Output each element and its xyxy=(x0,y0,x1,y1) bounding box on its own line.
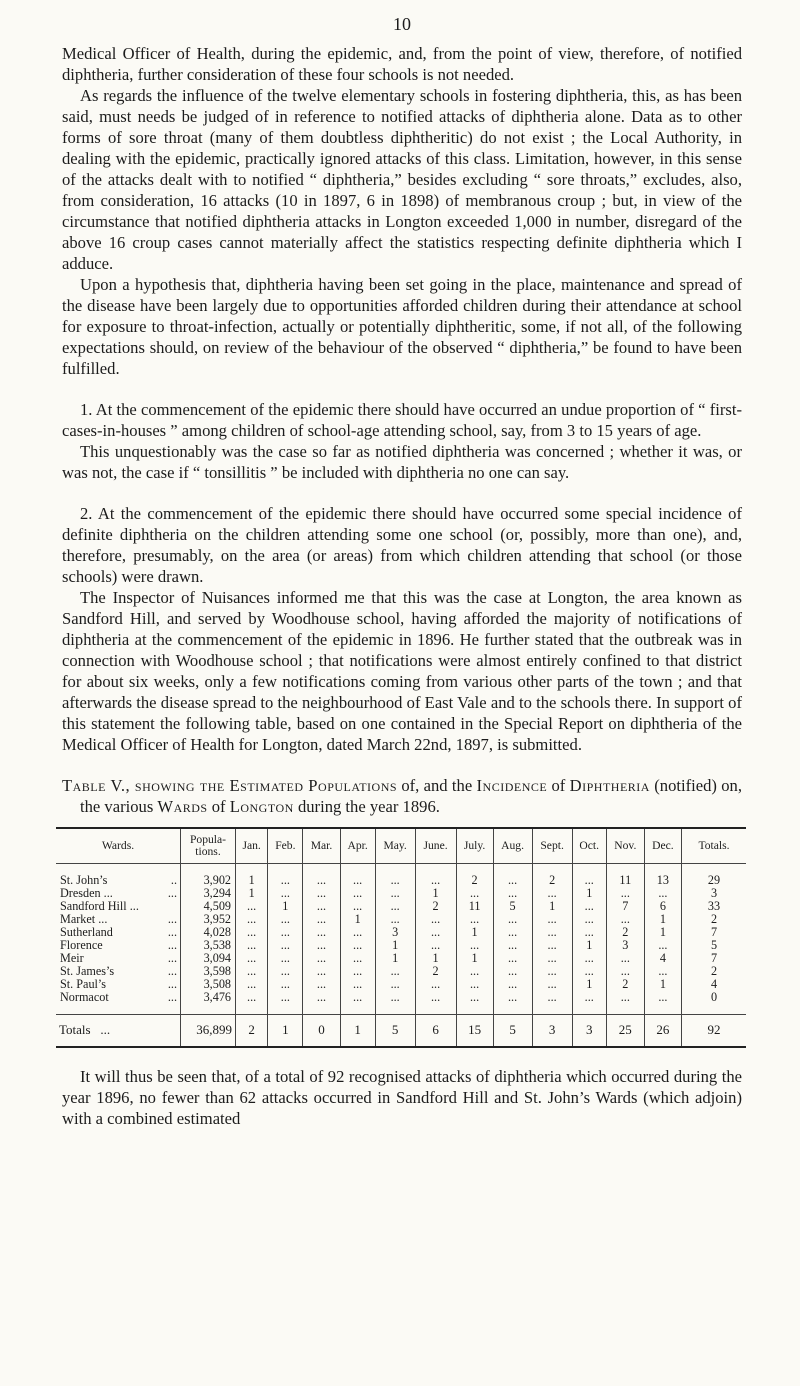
totals-cell: 6 xyxy=(415,1015,456,1048)
count-cell: ... xyxy=(268,965,303,978)
count-cell: 2 xyxy=(606,978,644,991)
count-cell: ... xyxy=(303,991,340,1015)
count-cell: ... xyxy=(340,900,375,913)
count-cell: 3 xyxy=(682,887,747,900)
count-cell: ... xyxy=(493,952,532,965)
count-cell: ... xyxy=(375,864,415,888)
count-cell: ... xyxy=(644,965,681,978)
count-cell: ... xyxy=(375,900,415,913)
count-cell: ... xyxy=(236,952,268,965)
header-cell: Dec. xyxy=(644,828,681,864)
count-cell: 6 xyxy=(644,900,681,913)
count-cell: 5 xyxy=(493,900,532,913)
totals-cell: 36,899 xyxy=(181,1015,236,1048)
count-cell: ... xyxy=(236,978,268,991)
ward-name-cell: Sandford Hill ... xyxy=(56,900,181,913)
count-cell: ... xyxy=(268,887,303,900)
page-number: 10 xyxy=(393,14,411,34)
totals-cell: 92 xyxy=(682,1015,747,1048)
totals-cell: 2 xyxy=(236,1015,268,1048)
count-cell: ... xyxy=(415,991,456,1015)
count-cell: 0 xyxy=(682,991,747,1015)
count-cell: ... xyxy=(572,913,606,926)
count-cell: 29 xyxy=(682,864,747,888)
count-cell: ... xyxy=(340,965,375,978)
count-cell: 2 xyxy=(682,965,747,978)
count-cell: 1 xyxy=(236,887,268,900)
count-cell: ... xyxy=(493,913,532,926)
count-cell: ... xyxy=(456,965,493,978)
closing-paragraph: It will thus be seen that, of a total of 92 recognised attacks of diphtheria which occurred during the year 1896, no fewer than 62 attacks occurred in Sandford Hill and St. John’s Wards (which adjoin) with a combined estimated xyxy=(62,1067,742,1128)
ward-name-cell: St. Paul’s ... xyxy=(56,978,181,991)
count-cell: ... xyxy=(456,978,493,991)
population-cell: 3,902 xyxy=(181,864,236,888)
count-cell: ... xyxy=(268,913,303,926)
header-cell: Jan. xyxy=(236,828,268,864)
paragraph-1: Medical Officer of Health, during the epidemic, and, from the point of view, therefore, of notified diphtheria, further consideration of these four schools is not needed. xyxy=(62,44,742,84)
header-cell: July. xyxy=(456,828,493,864)
count-cell: ... xyxy=(606,965,644,978)
table-row xyxy=(56,991,746,1015)
count-cell: 1 xyxy=(268,900,303,913)
count-cell: ... xyxy=(236,991,268,1015)
count-cell: 11 xyxy=(456,900,493,913)
count-cell: ... xyxy=(303,887,340,900)
population-cell: 3,952 xyxy=(181,913,236,926)
count-cell: ... xyxy=(415,939,456,952)
count-cell: ... xyxy=(532,939,572,952)
totals-cell: 0 xyxy=(303,1015,340,1048)
count-cell: ... xyxy=(303,926,340,939)
count-cell: 1 xyxy=(456,926,493,939)
header-cell: Nov. xyxy=(606,828,644,864)
population-cell: 4,028 xyxy=(181,926,236,939)
count-cell: ... xyxy=(415,913,456,926)
ward-name-cell: St. John’s .. xyxy=(56,864,181,888)
header-cell: May. xyxy=(375,828,415,864)
count-cell: ... xyxy=(340,991,375,1015)
count-cell: 1 xyxy=(340,913,375,926)
totals-cell: 25 xyxy=(606,1015,644,1048)
paragraph-4: 1. At the commencement of the epidemic there should have occurred an undue proportion of “ first-cases-in-houses ” among children of school-age attending school, say, from 3 to 15 years of age. xyxy=(62,400,742,440)
header-cell: Totals. xyxy=(682,828,747,864)
population-cell: 3,538 xyxy=(181,939,236,952)
table-row xyxy=(56,913,746,926)
paragraph-3: Upon a hypothesis that, diphtheria having been set going in the place, maintenance and spread of the disease have been largely due to opportunities afforded children during their attendance at school for exposure to throat-infection, actually or potentially diphtheritic, some, if not all, of the following expectations should, on review of the behaviour of the observed “ diphtheria,” be found to have been fulfilled. xyxy=(62,275,742,378)
document-page xyxy=(59,14,742,1129)
count-cell: ... xyxy=(415,864,456,888)
count-cell: ... xyxy=(493,939,532,952)
paragraph-2: As regards the influence of the twelve elementary schools in fostering diphtheria, this, as has been said, must needs be judged of in reference to notified attacks of diphtheria alone. Data as to other forms of sore throat (many of them doubtless diphtheritic) do not exist ; the Local Authority, in dealing with the epidemic, practically ignored attacks of this class. Limitation, however, in this sense of the attacks dealt with to notified “ diphtheria,” besides excluding “ sore throats,” excludes, also, from consideration, 16 attacks (10 in 1897, 6 in 1898) of membranous croup ; but, in view of the circumstance that notified diphtheria attacks in Longton exceeded 1,000 in number, disregard of the above 16 croup cases cannot materially affect the statistics respecting definite diphtheria which I adduce. xyxy=(62,86,742,273)
count-cell: 1 xyxy=(572,978,606,991)
count-cell: ... xyxy=(493,926,532,939)
count-cell: ... xyxy=(493,991,532,1015)
count-cell: 2 xyxy=(456,864,493,888)
ward-name-cell: Dresden ... ... xyxy=(56,887,181,900)
table-header-row xyxy=(56,828,746,864)
count-cell: ... xyxy=(493,965,532,978)
count-cell: ... xyxy=(236,900,268,913)
totals-cell: 1 xyxy=(268,1015,303,1048)
count-cell: ... xyxy=(532,913,572,926)
count-cell: ... xyxy=(493,887,532,900)
count-cell: ... xyxy=(456,939,493,952)
count-cell: ... xyxy=(303,900,340,913)
count-cell: 4 xyxy=(644,952,681,965)
count-cell: ... xyxy=(375,887,415,900)
count-cell: ... xyxy=(236,913,268,926)
count-cell: ... xyxy=(493,864,532,888)
count-cell: ... xyxy=(532,991,572,1015)
count-cell: 1 xyxy=(375,952,415,965)
count-cell: 1 xyxy=(572,939,606,952)
table-row xyxy=(56,978,746,991)
population-cell: 3,508 xyxy=(181,978,236,991)
table-row xyxy=(56,952,746,965)
count-cell: ... xyxy=(340,952,375,965)
count-cell: ... xyxy=(572,952,606,965)
header-cell: June. xyxy=(415,828,456,864)
count-cell: ... xyxy=(375,991,415,1015)
count-cell: ... xyxy=(493,978,532,991)
count-cell: ... xyxy=(236,965,268,978)
paragraph-6: 2. At the commencement of the epidemic there should have occurred some special incidence of definite diphtheria on the children attending some one school (or, possibly, more than one), and, therefore, presumably, on the area (or areas) from which children attending that school (or those schools) were drawn. xyxy=(62,504,742,586)
count-cell: ... xyxy=(268,952,303,965)
count-cell: ... xyxy=(340,978,375,991)
count-cell: ... xyxy=(606,991,644,1015)
count-cell: ... xyxy=(532,887,572,900)
count-cell: ... xyxy=(572,864,606,888)
count-cell: ... xyxy=(303,952,340,965)
header-cell: Aug. xyxy=(493,828,532,864)
count-cell: 5 xyxy=(682,939,747,952)
count-cell: ... xyxy=(375,978,415,991)
table-row xyxy=(56,965,746,978)
count-cell: ... xyxy=(606,913,644,926)
table-row xyxy=(56,900,746,913)
count-cell: 2 xyxy=(415,965,456,978)
count-cell: ... xyxy=(268,926,303,939)
count-cell: 2 xyxy=(682,913,747,926)
count-cell: ... xyxy=(644,991,681,1015)
count-cell: ... xyxy=(303,939,340,952)
count-cell: ... xyxy=(340,926,375,939)
ward-incidence-table xyxy=(56,827,746,1048)
totals-row xyxy=(56,1015,746,1048)
paragraph-7: The Inspector of Nuisances informed me that this was the case at Longton, the area known as Sandford Hill, and served by Woodhouse school, having afforded the majority of notifications of diphtheria at the commencement of the epidemic in 1896. He further stated that the outbreak was in connection with Woodhouse school ; that notifications were almost entirely confined to that district for about six weeks, only a few notifications coming from various other parts of the town ; and that afterwards the disease spread to the neighbourhood of East Vale and to the schools there. In support of this statement the following table, based on one contained in the Special Report on diphtheria of the Medical Officer of Health for Longton, dated March 22nd, 1897, is submitted. xyxy=(62,588,742,754)
count-cell: ... xyxy=(340,864,375,888)
count-cell: 7 xyxy=(682,926,747,939)
count-cell: ... xyxy=(375,913,415,926)
count-cell: ... xyxy=(236,926,268,939)
count-cell: ... xyxy=(415,978,456,991)
header-cell: Wards. xyxy=(56,828,181,864)
count-cell: ... xyxy=(532,952,572,965)
header-cell: Apr. xyxy=(340,828,375,864)
count-cell: ... xyxy=(303,978,340,991)
header-cell: Sept. xyxy=(532,828,572,864)
population-cell: 4,509 xyxy=(181,900,236,913)
table-row xyxy=(56,864,746,888)
population-cell: 3,598 xyxy=(181,965,236,978)
ward-name-cell: St. James’s ... xyxy=(56,965,181,978)
count-cell: 1 xyxy=(456,952,493,965)
totals-cell: 5 xyxy=(493,1015,532,1048)
count-cell: ... xyxy=(456,913,493,926)
count-cell: ... xyxy=(572,965,606,978)
count-cell: ... xyxy=(606,952,644,965)
population-cell: 3,476 xyxy=(181,991,236,1015)
count-cell: ... xyxy=(532,978,572,991)
header-cell: Mar. xyxy=(303,828,340,864)
table-caption: Table V., showing the Estimated Populations of, and the Incidence of Diphtheria (notified) on, the various Wards of Longton during the year 1896. xyxy=(62,776,742,816)
count-cell: 1 xyxy=(375,939,415,952)
count-cell: 1 xyxy=(532,900,572,913)
count-cell: ... xyxy=(340,939,375,952)
count-cell: 7 xyxy=(606,900,644,913)
count-cell: 2 xyxy=(415,900,456,913)
count-cell: ... xyxy=(606,887,644,900)
count-cell: ... xyxy=(268,939,303,952)
count-cell: ... xyxy=(303,913,340,926)
count-cell: 1 xyxy=(236,864,268,888)
population-cell: 3,294 xyxy=(181,887,236,900)
count-cell: ... xyxy=(532,926,572,939)
totals-cell: 5 xyxy=(375,1015,415,1048)
count-cell: 11 xyxy=(606,864,644,888)
totals-cell: 1 xyxy=(340,1015,375,1048)
count-cell: 3 xyxy=(375,926,415,939)
ward-name-cell: Market ... ... xyxy=(56,913,181,926)
totals-cell: 15 xyxy=(456,1015,493,1048)
header-cell: Feb. xyxy=(268,828,303,864)
ward-name-cell: Meir ... xyxy=(56,952,181,965)
count-cell: 1 xyxy=(415,887,456,900)
table-row xyxy=(56,939,746,952)
count-cell: ... xyxy=(340,887,375,900)
count-cell: ... xyxy=(644,887,681,900)
count-cell: ... xyxy=(303,965,340,978)
count-cell: ... xyxy=(236,939,268,952)
count-cell: ... xyxy=(572,991,606,1015)
count-cell: ... xyxy=(572,900,606,913)
count-cell: 33 xyxy=(682,900,747,913)
count-cell: ... xyxy=(532,965,572,978)
count-cell: 7 xyxy=(682,952,747,965)
count-cell: 1 xyxy=(415,952,456,965)
count-cell: 2 xyxy=(532,864,572,888)
totals-cell: 3 xyxy=(532,1015,572,1048)
count-cell: ... xyxy=(644,939,681,952)
table-row xyxy=(56,887,746,900)
count-cell: 2 xyxy=(606,926,644,939)
count-cell: ... xyxy=(268,864,303,888)
count-cell: ... xyxy=(456,887,493,900)
count-cell: 1 xyxy=(644,926,681,939)
ward-name-cell: Sutherland ... xyxy=(56,926,181,939)
count-cell: ... xyxy=(572,926,606,939)
totals-cell: 26 xyxy=(644,1015,681,1048)
header-cell: Popula-tions. xyxy=(181,828,236,864)
count-cell: ... xyxy=(268,991,303,1015)
count-cell: 1 xyxy=(572,887,606,900)
population-cell: 3,094 xyxy=(181,952,236,965)
count-cell: ... xyxy=(303,864,340,888)
table-row xyxy=(56,926,746,939)
count-cell: ... xyxy=(415,926,456,939)
totals-label: Totals ... xyxy=(56,1015,181,1048)
count-cell: 3 xyxy=(606,939,644,952)
paragraph-5: This unquestionably was the case so far as notified diphtheria was concerned ; whether it was, or was not, the case if “ tonsillitis ” be included with diphtheria no one can say. xyxy=(62,442,742,482)
totals-cell: 3 xyxy=(572,1015,606,1048)
count-cell: ... xyxy=(268,978,303,991)
count-cell: 4 xyxy=(682,978,747,991)
count-cell: ... xyxy=(375,965,415,978)
count-cell: 13 xyxy=(644,864,681,888)
header-cell: Oct. xyxy=(572,828,606,864)
count-cell: 1 xyxy=(644,913,681,926)
count-cell: 1 xyxy=(644,978,681,991)
count-cell: ... xyxy=(456,991,493,1015)
ward-name-cell: Normacot ... xyxy=(56,991,181,1015)
ward-name-cell: Florence ... xyxy=(56,939,181,952)
